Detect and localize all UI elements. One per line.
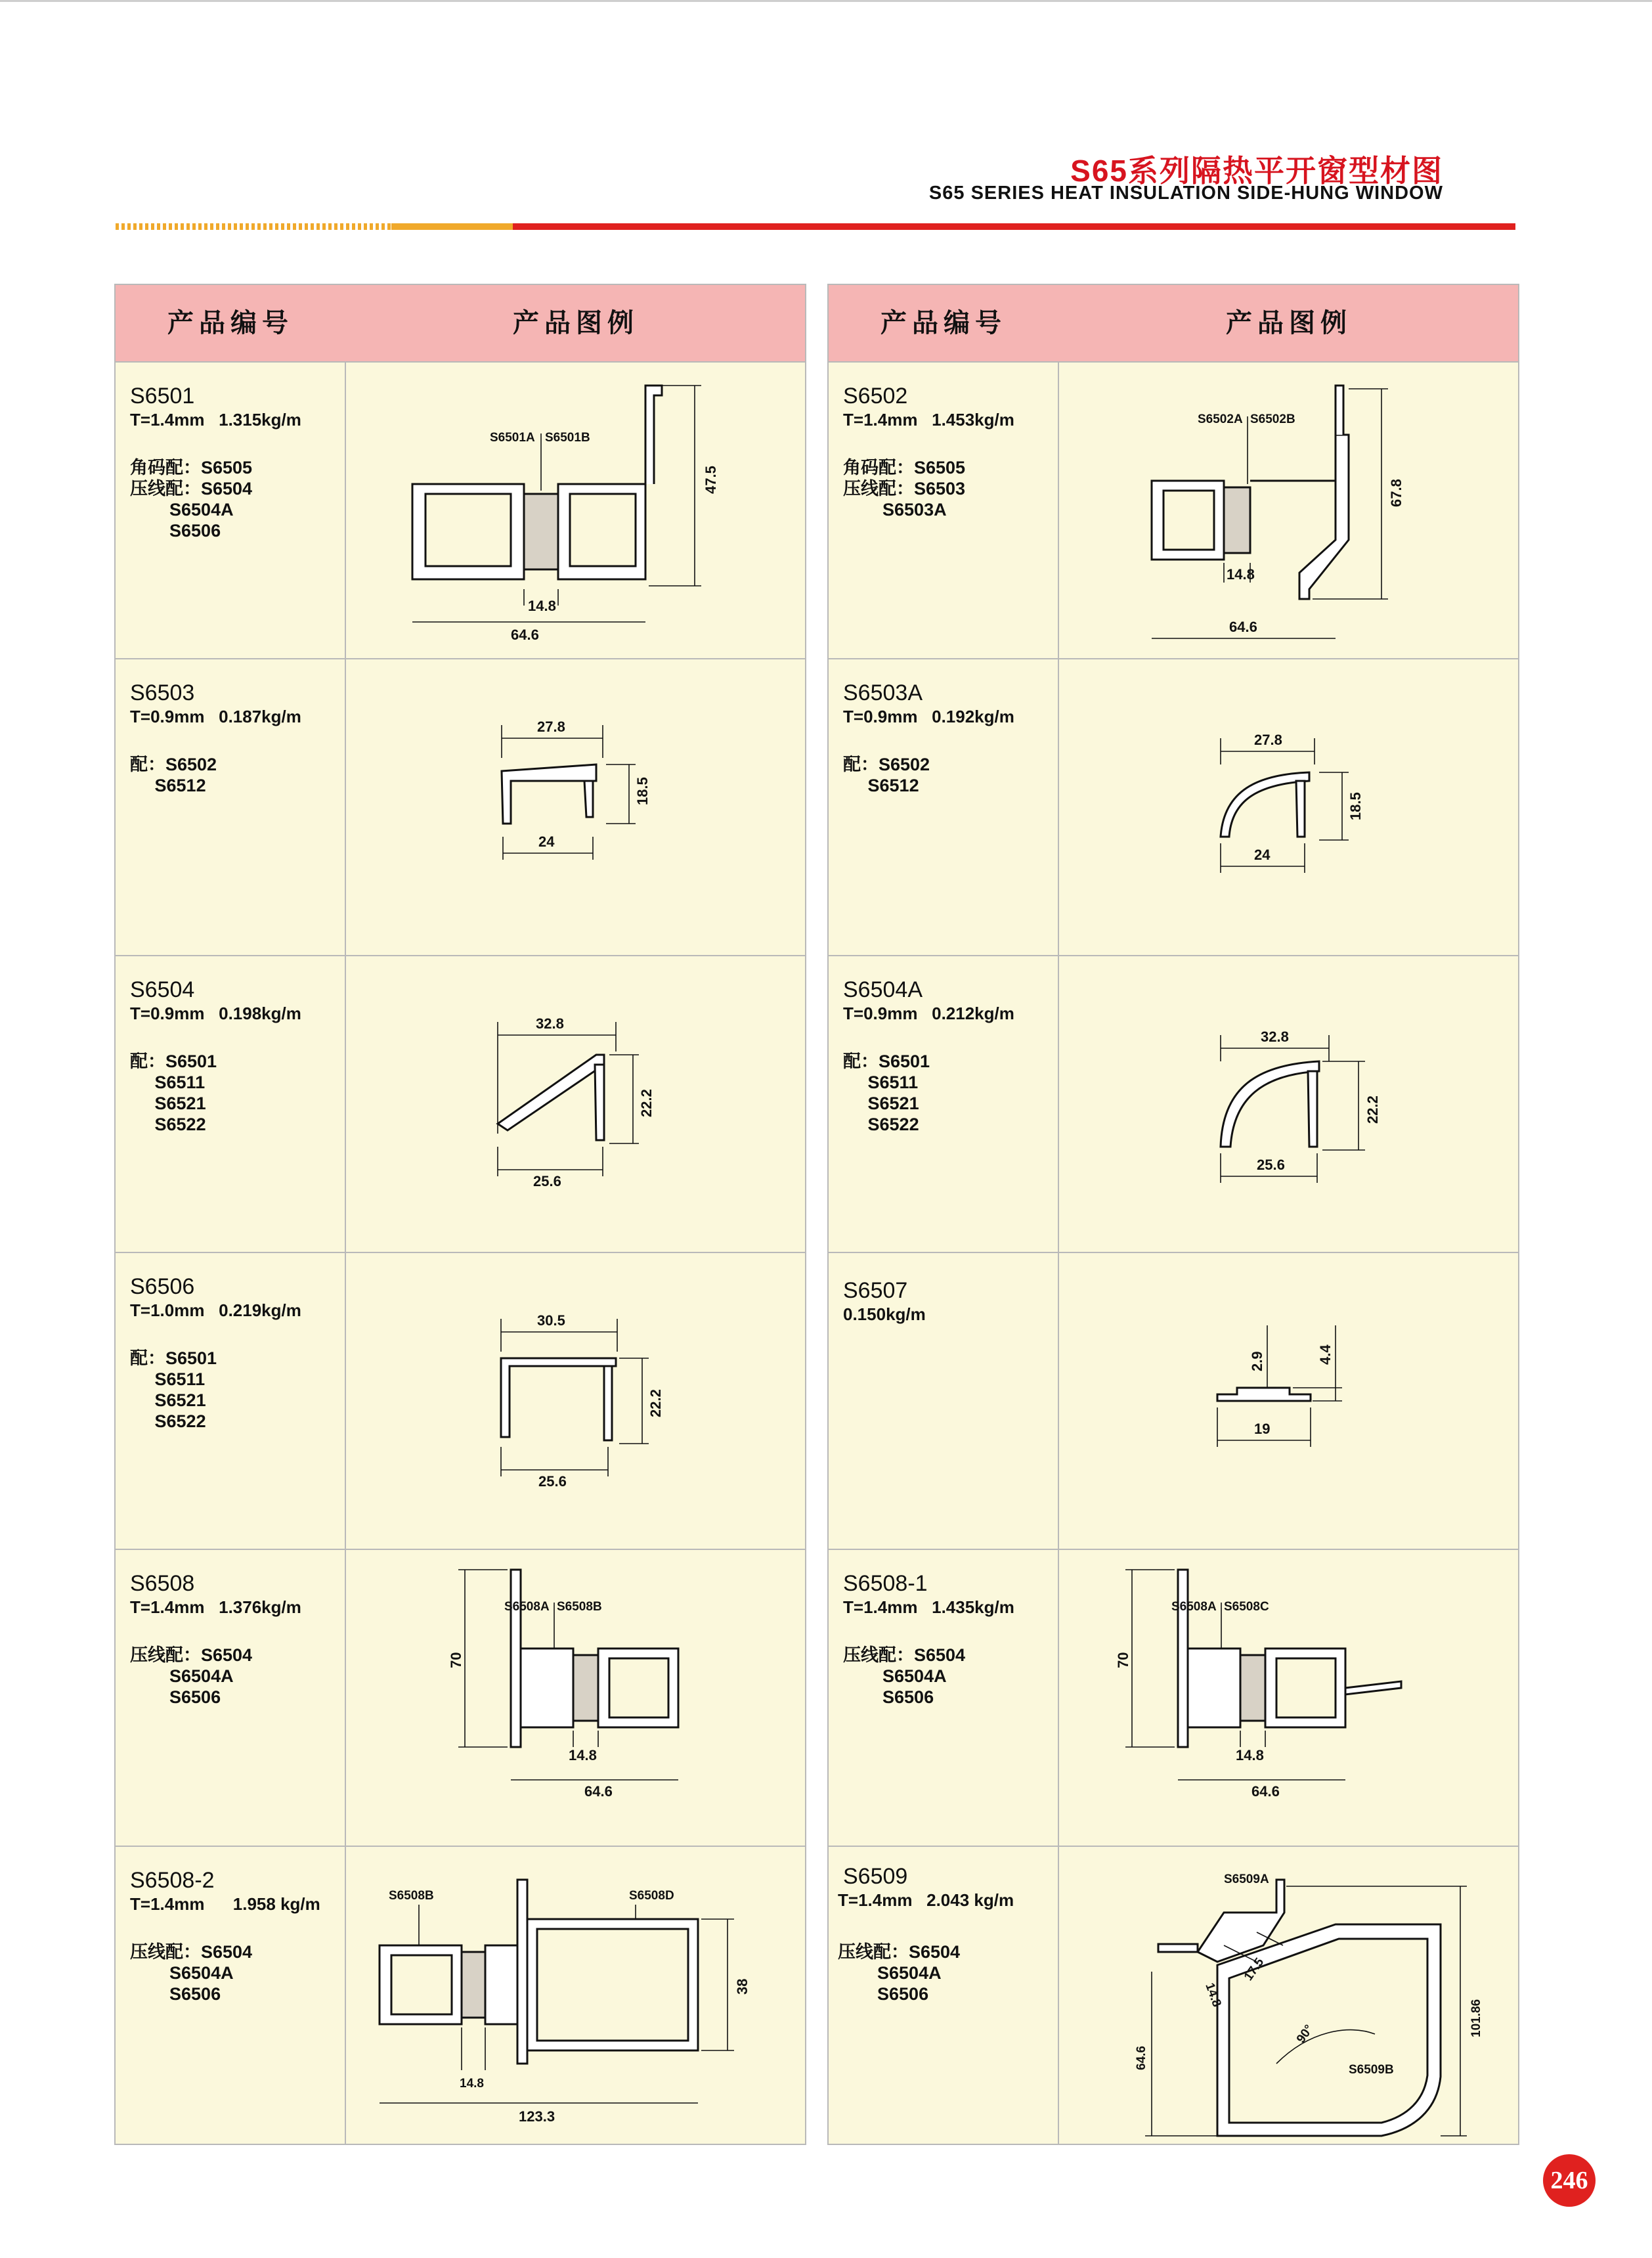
product-row xyxy=(116,1253,805,1550)
profile-diagram xyxy=(347,1847,805,2142)
pairing-item: S6522 xyxy=(130,1411,206,1431)
profile-diagram xyxy=(347,363,805,658)
dimension-label: 25.6 xyxy=(533,1173,561,1189)
product-code: S6509 xyxy=(843,1864,908,1889)
dimension-label: 38 xyxy=(734,1978,750,1995)
pairing-item: S6521 xyxy=(130,1390,206,1410)
pairing-list xyxy=(843,1044,930,1135)
part-label: S6508D xyxy=(629,1889,674,1903)
dimension-label: 64.6 xyxy=(1229,619,1257,635)
part-label: S6501A xyxy=(490,431,535,445)
product-spec: T=1.4mm 2.043 kg/m xyxy=(838,1890,1014,1910)
dimension-label: 25.6 xyxy=(538,1473,567,1490)
dimension-label: 14.8 xyxy=(1236,1747,1264,1763)
pairing-item: 角码配：S6505 xyxy=(843,458,966,477)
product-row xyxy=(829,1253,1518,1550)
dimension-label: 14.8 xyxy=(1227,566,1255,583)
pairing-list xyxy=(130,451,252,541)
product-table-left xyxy=(114,284,806,2145)
product-code: S6503 xyxy=(130,680,195,705)
pairing-list xyxy=(843,451,965,520)
pairing-item: S6512 xyxy=(843,776,919,795)
dimension-label: 64.6 xyxy=(1135,2046,1148,2070)
product-spec: T=0.9mm 0.192kg/m xyxy=(843,707,1014,726)
profile-diagram xyxy=(1060,956,1518,1252)
profile-diagram xyxy=(1060,1550,1518,1846)
pairing-item: 配：S6501 xyxy=(130,1052,217,1071)
dimension-label: 17.5 xyxy=(1241,1955,1267,1983)
header-code: 产品编号 xyxy=(880,309,1007,338)
dimension-label: 22.2 xyxy=(1364,1096,1381,1124)
dimension-label: 22.2 xyxy=(638,1089,655,1117)
product-code: S6504 xyxy=(130,977,195,1002)
dimension-label: 64.6 xyxy=(1251,1783,1280,1800)
product-code: S6507 xyxy=(843,1278,908,1303)
profile-diagram xyxy=(347,1550,805,1846)
pairing-list xyxy=(130,1341,217,1432)
part-label: S6508A xyxy=(504,1600,550,1614)
product-code: S6501 xyxy=(130,384,195,409)
dimension-label: 30.5 xyxy=(537,1312,565,1329)
pairing-item: S6504A xyxy=(130,1963,234,1983)
part-label: S6501B xyxy=(545,431,590,445)
product-row xyxy=(829,1550,1518,1847)
part-label: S6508C xyxy=(1224,1600,1269,1614)
dimension-label: 18.5 xyxy=(634,777,651,805)
dimension-label: 27.8 xyxy=(537,719,565,735)
dimension-label: 2.9 xyxy=(1249,1351,1265,1371)
header-figure: 产品图例 xyxy=(1226,309,1352,338)
product-code: S6508-2 xyxy=(130,1868,215,1893)
part-label: S6509A xyxy=(1224,1872,1269,1886)
profile-diagram xyxy=(1060,1847,1518,2142)
product-code: S6508 xyxy=(130,1571,195,1596)
header-code: 产品编号 xyxy=(167,309,293,338)
product-spec: T=1.4mm 1.958 kg/m xyxy=(130,1894,320,1914)
part-label: S6502B xyxy=(1250,412,1295,426)
pairing-item: S6511 xyxy=(843,1073,919,1092)
pairing-item: 压线配：S6503 xyxy=(843,479,966,498)
dimension-label: 123.3 xyxy=(519,2108,555,2125)
dimension-label: 27.8 xyxy=(1254,732,1282,748)
profile-diagram xyxy=(347,956,805,1252)
header-band xyxy=(116,223,1515,230)
dimension-label: 32.8 xyxy=(536,1015,564,1032)
product-row xyxy=(116,1847,805,2142)
part-label: S6508B xyxy=(389,1889,434,1903)
profile-diagram xyxy=(1060,363,1518,658)
pairing-item: S6504A xyxy=(838,1963,942,1983)
product-spec: T=1.4mm 1.376kg/m xyxy=(130,1597,301,1617)
pairing-item: 配：S6501 xyxy=(843,1052,930,1071)
product-spec: T=1.0mm 0.219kg/m xyxy=(130,1300,301,1320)
product-row xyxy=(116,363,805,659)
pairing-item: S6504A xyxy=(130,500,234,520)
pairing-item: S6522 xyxy=(130,1115,206,1134)
dimension-label: 19 xyxy=(1254,1421,1271,1437)
dimension-label: 24 xyxy=(1254,847,1271,863)
profile-diagram xyxy=(347,659,805,955)
pairing-item: S6511 xyxy=(130,1369,206,1389)
pairing-item: S6503A xyxy=(843,500,947,520)
page-subtitle: S65 SERIES HEAT INSULATION SIDE-HUNG WINDOW xyxy=(928,183,1443,204)
product-spec: T=1.4mm 1.315kg/m xyxy=(130,410,301,430)
pairing-item: 压线配：S6504 xyxy=(130,1645,253,1665)
table-header xyxy=(829,285,1518,363)
product-spec: T=0.9mm 0.187kg/m xyxy=(130,707,301,726)
dimension-label: 32.8 xyxy=(1261,1029,1289,1045)
dimension-label: 47.5 xyxy=(703,466,719,494)
dimension-label: 18.5 xyxy=(1347,792,1364,820)
dimension-label: 70 xyxy=(1115,1652,1131,1668)
profile-diagram xyxy=(1060,659,1518,955)
part-label: S6502A xyxy=(1198,412,1243,426)
dimension-label: 14.8 xyxy=(1202,1981,1224,2009)
product-code: S6508-1 xyxy=(843,1571,928,1596)
dimension-label: 67.8 xyxy=(1388,479,1404,507)
pairing-item: S6506 xyxy=(130,1984,221,2004)
pairing-item: 压线配：S6504 xyxy=(843,1645,966,1665)
profile-diagram xyxy=(1060,1253,1518,1549)
pairing-item: 配：S6502 xyxy=(130,755,217,774)
dimension-label: 14.8 xyxy=(460,2077,484,2091)
dimension-label: 64.6 xyxy=(511,627,539,643)
pairing-item: 压线配：S6504 xyxy=(838,1942,961,1962)
table-header xyxy=(116,285,805,363)
pairing-item: S6504A xyxy=(843,1666,947,1686)
product-row xyxy=(829,659,1518,956)
pairing-item: S6512 xyxy=(130,776,206,795)
dimension-label: 22.2 xyxy=(647,1389,664,1417)
page-title: S65系列隔热平开窗型材图 xyxy=(1070,154,1443,188)
dimension-label: 101.86 xyxy=(1469,1999,1483,2037)
product-code: S6502 xyxy=(843,384,908,409)
product-row xyxy=(116,1550,805,1847)
product-row xyxy=(829,363,1518,659)
product-row xyxy=(116,956,805,1253)
dimension-label: 64.6 xyxy=(584,1783,613,1800)
dimension-label: 90° xyxy=(1293,2022,1316,2046)
pairing-item: S6504A xyxy=(130,1666,234,1686)
pairing-list xyxy=(130,747,217,796)
pairing-item: S6521 xyxy=(130,1094,206,1113)
product-code: S6503A xyxy=(843,680,923,705)
product-spec: 0.150kg/m xyxy=(843,1304,926,1324)
pairing-item: S6506 xyxy=(130,1687,221,1707)
pairing-item: 配：S6501 xyxy=(130,1348,217,1368)
pairing-item: S6521 xyxy=(843,1094,919,1113)
product-spec: T=0.9mm 0.198kg/m xyxy=(130,1004,301,1023)
profile-diagram xyxy=(347,1253,805,1549)
product-spec: T=1.4mm 1.435kg/m xyxy=(843,1597,1014,1617)
pairing-item: S6522 xyxy=(843,1115,919,1134)
product-row xyxy=(829,1847,1518,2142)
part-label: S6508B xyxy=(557,1600,602,1614)
pairing-item: 压线配：S6504 xyxy=(130,1942,253,1962)
product-row xyxy=(116,659,805,956)
pairing-item: 配：S6502 xyxy=(843,755,930,774)
dimension-label: 14.8 xyxy=(528,598,556,614)
product-code: S6504A xyxy=(843,977,923,1002)
pairing-list xyxy=(130,1935,252,2004)
top-rule xyxy=(0,0,1652,2)
dimension-label: 4.4 xyxy=(1317,1344,1334,1365)
pairing-list xyxy=(843,747,930,796)
pairing-list xyxy=(130,1638,252,1708)
dimension-label: 70 xyxy=(448,1652,464,1668)
product-table-right xyxy=(827,284,1519,2145)
dimension-label: 24 xyxy=(538,833,555,850)
pairing-item: S6506 xyxy=(843,1687,934,1707)
pairing-list xyxy=(843,1638,965,1708)
product-row xyxy=(829,956,1518,1253)
pairing-item: 压线配：S6504 xyxy=(130,479,253,498)
dimension-label: 25.6 xyxy=(1257,1157,1285,1173)
header-figure: 产品图例 xyxy=(513,309,639,338)
pairing-item: S6506 xyxy=(130,521,221,541)
page-number: 246 xyxy=(1543,2154,1596,2207)
pairing-list xyxy=(838,1935,960,2004)
part-label: S6508A xyxy=(1171,1600,1217,1614)
pairing-list xyxy=(130,1044,217,1135)
dimension-label: 14.8 xyxy=(569,1747,597,1763)
pairing-item: S6511 xyxy=(130,1073,206,1092)
pairing-item: 角码配：S6505 xyxy=(130,458,253,477)
product-spec: T=1.4mm 1.453kg/m xyxy=(843,410,1014,430)
part-label: S6509B xyxy=(1349,2063,1394,2077)
product-code: S6506 xyxy=(130,1274,195,1299)
product-spec: T=0.9mm 0.212kg/m xyxy=(843,1004,1014,1023)
pairing-item: S6506 xyxy=(838,1984,929,2004)
